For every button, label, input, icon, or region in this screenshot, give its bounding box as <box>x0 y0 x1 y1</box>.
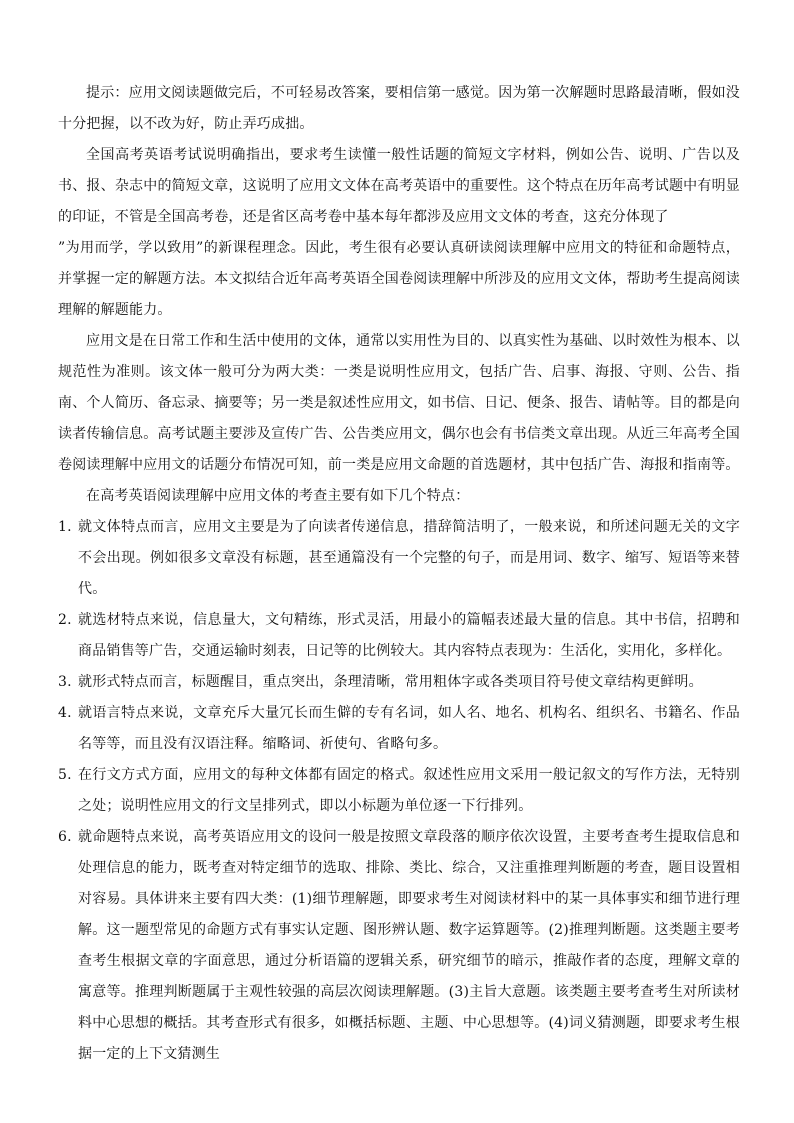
list-item-text: 就语言特点来说，文章充斥大量冗长而生僻的专有名词，如人名、地名、机构名、组织名、书籍名、作品名等等，而且没有汉语注释。缩略词、祈使句、省略句多。 <box>78 705 740 752</box>
definition-paragraph: 应用文是在日常工作和生活中使用的文体，通常以实用性为目的、以真实性为基础、以时效性为根本、以规范性为准则。该文体一般可分为两大类：一类是说明性应用文，包括广告、启事、海报、守则、公告、指南、个人简历、备忘录、摘要等；另一类是叙述性应用文，如书信、日记、便条、报告、请帖等。目的都是向读者传输信息。高考试题主要涉及宣传广告、公告类应用文，偶尔也会有书信类文章出现。从近三年高考全国卷阅读理解中应用文的话题分布情况可知，前一类是应用文命题的首选题材，其中包括广告、海报和指南等。 <box>58 333 740 473</box>
list-item-text: 就命题特点来说，高考英语应用文的设问一般是按照文章段落的顺序依次设置，主要考查考生提取信息和处理信息的能力，既考查对特定细节的选取、排除、类比、综合，又注重推理判断题的考查，题目设置相对容易。具体讲来主要有四大类：(1)细节理解题，即要求考生对阅读材料中的某一具体事实和细节进行理解。这一题型常见的命题方式有事实认定题、图形辨认题、数字运算题等。(2)推理判断题。这类题主要考查考生根据文章的字面意思，通过分析语篇的逻辑关系，研究细节的暗示，推敲作者的态度，理解文章的寓意等。推理判断题属于主观性较强的高层次阅读理解题。(3)主旨大意题。该类题主要考查考生对所读材料中心思想的概括。其考查形式有很多，如概括标题、主题、中心思想等。(4)词义猜测题，即要求考生根据一定的上下文猜测生 <box>78 829 740 1062</box>
list-item-text: 就文体特点而言，应用文主要是为了向读者传递信息，措辞简洁明了，一般来说，和所述问题无关的文字不会出现。例如很多文章没有标题，甚至通篇没有一个完整的句子，而是用词、数字、缩写、短语等来替代。 <box>78 519 740 597</box>
features-intro-paragraph: 在高考英语阅读理解中应用文体的考查主要有如下几个特点： <box>86 488 470 504</box>
list-item-number: 4. <box>58 705 72 721</box>
list-item <box>58 667 740 698</box>
list-item <box>58 822 740 1070</box>
list-item-number: 6. <box>58 829 72 845</box>
features-list <box>58 512 740 1070</box>
list-item <box>58 698 740 760</box>
intro-paragraph: 全国高考英语考试说明确指出，要求考生读懂一般性话题的简短文字材料，例如公告、说明、广告以及书、报、杂志中的简短文章，这说明了应用文文体在高考英语中的重要性。这个特点在历年高考试题中有明显的印证，不管是全国高考卷，还是省区高考卷中基本每年都涉及应用文文体的考查，这充分体现了 <box>58 147 740 225</box>
tip-paragraph: 提示：应用文阅读题做完后，不可轻易改答案，要相信第一感觉。因为第一次解题时思路最清晰，假如没十分把握，以不改为好，防止弄巧成拙。 <box>58 85 740 132</box>
list-item-text: 就形式特点而言，标题醒目，重点突出，条理清晰，常用粗体字或各类项目符号使文章结构更鲜明。 <box>78 674 703 690</box>
list-item-number: 5. <box>58 767 72 783</box>
intro-paragraph-continued: ”为用而学，学以致用”的新课程理念。因此，考生很有必要认真研读阅读理解中应用文的特征和命题特点，并掌握一定的解题方法。本文拟结合近年高考英语全国卷阅读理解中所涉及的应用文文体，帮助考生提高阅读理解的解题能力。 <box>58 240 740 318</box>
list-item-number: 3. <box>58 674 72 690</box>
list-item <box>58 512 740 605</box>
list-item-number: 2. <box>58 612 72 628</box>
list-item-number: 1. <box>58 519 72 535</box>
list-item <box>58 760 740 822</box>
document-page <box>58 78 740 1070</box>
list-item-text: 在行文方式方面，应用文的每种文体都有固定的格式。叙述性应用文采用一般记叙文的写作方法，无特别之处；说明性应用文的行文呈排列式，即以小标题为单位逐一下行排列。 <box>78 767 740 814</box>
list-item-text: 就选材特点来说，信息量大，文句精练，形式灵活，用最小的篇幅表述最大量的信息。其中书信，招聘和商品销售等广告，交通运输时刻表，日记等的比例较大。其内容特点表现为：生活化，实用化，多样化。 <box>78 612 740 659</box>
list-item <box>58 605 740 667</box>
